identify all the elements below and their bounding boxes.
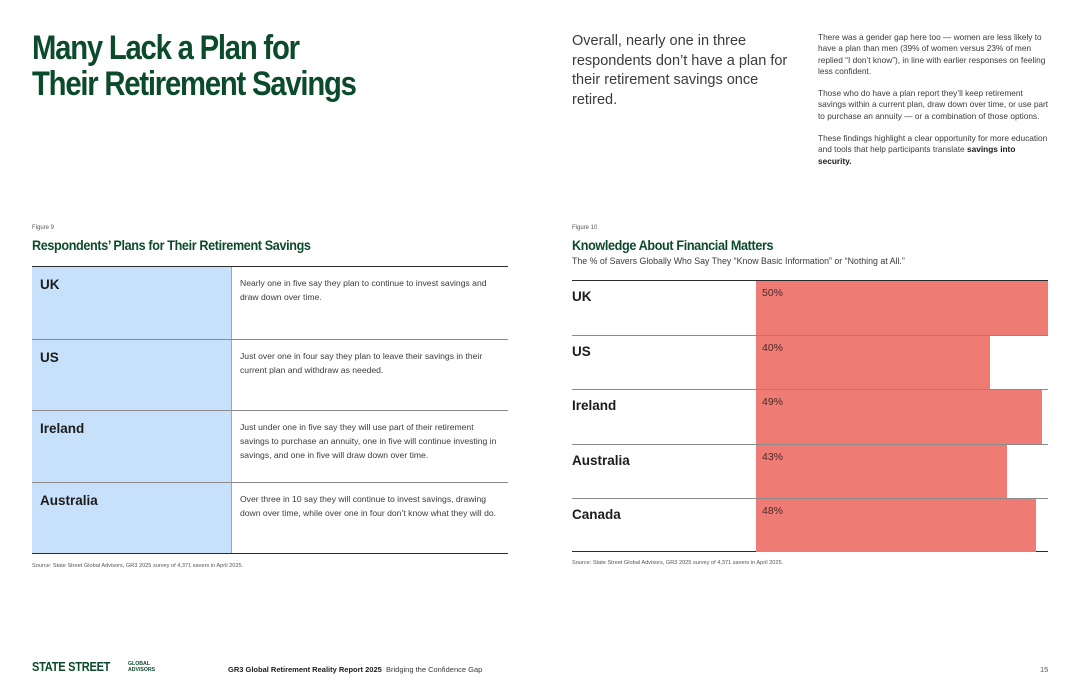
table-country-cell: Ireland <box>32 411 232 482</box>
chart-row <box>572 389 1048 443</box>
table-description-cell: Just over one in four say they plan to leave their savings in their current plan and withdraw as needed. <box>240 350 483 375</box>
figure9-label: Figure 9 <box>32 225 55 231</box>
chart-value-label: 49% <box>762 396 784 409</box>
side-paragraph-3-text: These findings highlight a clear opportunity for more education and tools that help participants translate <box>818 133 1048 155</box>
side-paragraph-3-emphasis: savings into security. <box>818 144 1016 166</box>
page-title-line-2: Their Retirement Savings <box>32 65 356 103</box>
chart-bar <box>756 445 1007 498</box>
table-row <box>32 410 508 482</box>
logo-subtext-line-1: GLOBAL <box>128 660 150 667</box>
chart-value-label: 40% <box>762 342 784 355</box>
state-street-logo <box>32 659 155 674</box>
table-row <box>32 339 508 411</box>
table-description-cell: Just under one in five say they will use part of their retirement savings to purchase an annuity, one in five will continue investing in savings, and one in five will draw down over time. <box>240 422 497 460</box>
table-country-cell: UK <box>32 267 232 339</box>
chart-row <box>572 335 1048 389</box>
chart-category-label: US <box>572 344 591 360</box>
figure9-table <box>32 266 508 554</box>
side-text <box>818 32 1050 178</box>
chart-row <box>572 498 1048 552</box>
chart-bar <box>756 336 990 389</box>
page-title-line-1: Many Lack a Plan for <box>32 29 299 67</box>
figure10-subtitle: The % of Savers Globally Who Say They “Know Basic Information” or “Nothing at All.” <box>572 256 905 266</box>
chart-value-label: 43% <box>762 450 784 463</box>
table-description-cell: Over three in 10 say they will continue to invest savings, drawing down over time, while over one in four don’t know what they will do. <box>240 493 497 518</box>
chart-category-label: Ireland <box>572 398 617 414</box>
figure10-title: Knowledge About Financial Matters <box>572 237 774 253</box>
figure9-title: Respondents’ Plans for Their Retirement Savings <box>32 237 311 253</box>
footer-report-name: GR3 Global Retirement Reality Report 2025 <box>228 665 382 674</box>
side-paragraph-3 <box>818 133 1050 167</box>
table-row <box>32 482 508 554</box>
chart-row <box>572 444 1048 498</box>
figure10-label: Figure 10 <box>572 225 598 231</box>
figure9-source: Source: State Street Global Advisors, GR3 2025 survey of 4,371 savers in April 2025. <box>32 563 244 569</box>
table-country-cell: Australia <box>32 483 232 554</box>
chart-bar <box>756 390 1042 443</box>
chart-row <box>572 281 1048 335</box>
side-paragraph-2: Those who do have a plan report they’ll keep retirement savings within a current plan, draw down over time, or use part to purchase an annuity — or a combination of those options. <box>818 88 1049 121</box>
table-description-cell: Nearly one in five say they plan to continue to invest savings and draw down over time. <box>240 278 487 302</box>
logo-wordmark: STATE STREET <box>32 659 111 674</box>
figure10-bar-chart <box>572 280 1048 552</box>
chart-bar <box>756 499 1036 552</box>
page-number: 15 <box>1040 665 1049 674</box>
footer-report-title <box>228 665 482 674</box>
chart-category-label: Australia <box>572 452 630 468</box>
chart-category-label: Canada <box>572 506 621 522</box>
table-country-cell: US <box>32 340 232 411</box>
footer-report-subtitle: Bridging the Confidence Gap <box>385 665 483 674</box>
page-title <box>32 30 359 102</box>
chart-value-label: 50% <box>762 287 784 299</box>
figure10-source: Source: State Street Global Advisors, GR3 2025 survey of 4,371 savers in April 2025. <box>572 560 784 566</box>
table-row <box>32 267 508 339</box>
logo-subtext <box>128 661 155 673</box>
logo-subtext-line-2: ADVISORS <box>128 666 156 673</box>
side-paragraph-1: There was a gender gap here too — women are less likely to have a plan than men (39% of women versus 23% of men replied “I don’t know”), in line with earlier responses on feeling less confident. <box>818 32 1046 76</box>
chart-bar <box>756 281 1048 335</box>
chart-category-label: UK <box>572 289 592 304</box>
chart-value-label: 48% <box>762 504 784 517</box>
lede-paragraph: Overall, nearly one in three respondents don’t have a plan for their retirement savings once retired. <box>572 33 788 108</box>
